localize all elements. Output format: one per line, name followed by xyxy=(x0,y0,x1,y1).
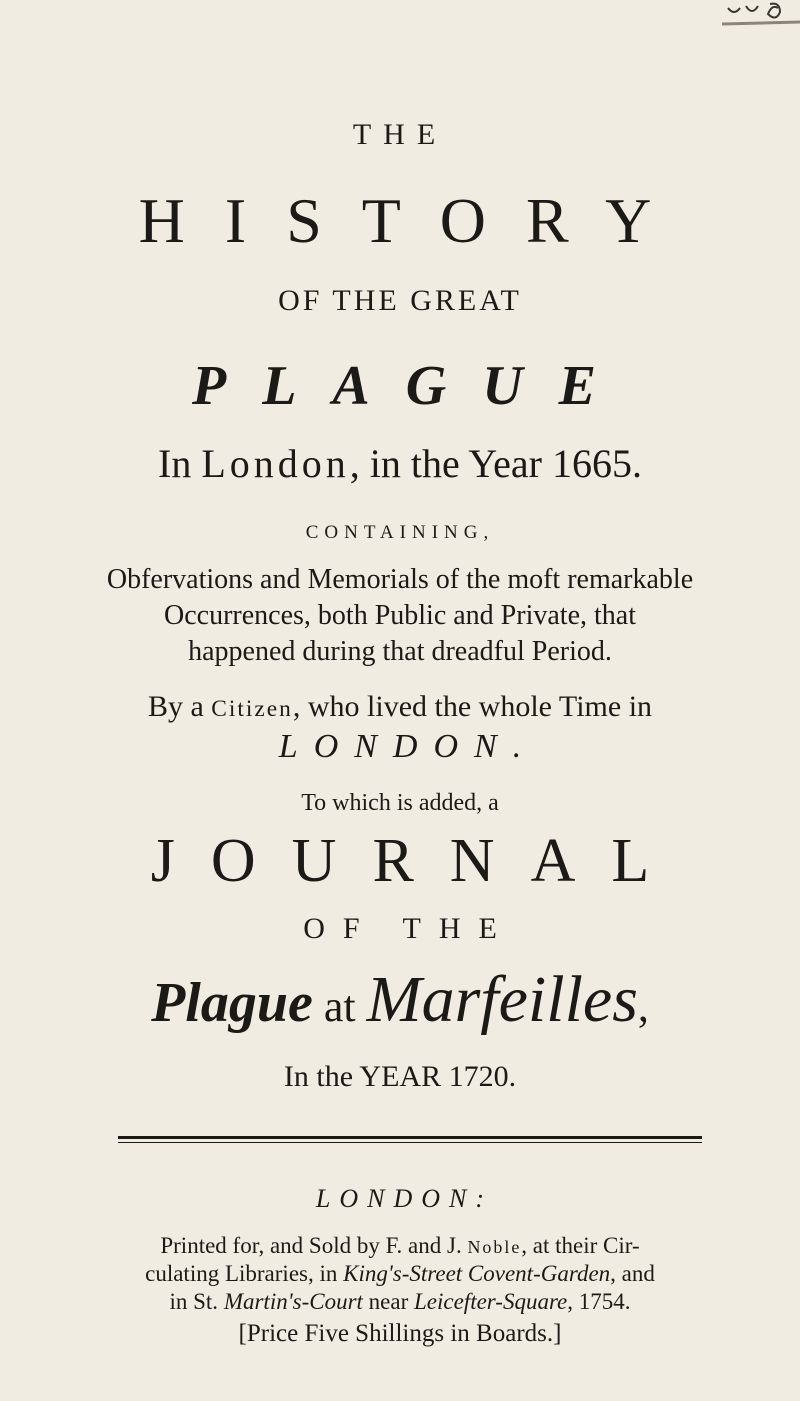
heading-of-the-great: OF THE GREAT xyxy=(278,284,522,317)
marseilles-comma: , xyxy=(637,982,649,1031)
heading-in-london xyxy=(0,440,800,487)
imprint-3b: near xyxy=(362,1289,414,1314)
heading-plague-marseilles xyxy=(0,962,800,1038)
observations-line-3: happened during that dreadful Period. xyxy=(188,636,612,667)
to-which-added: To which is added, a xyxy=(301,790,499,816)
imprint-line-1 xyxy=(0,1232,800,1261)
observations-line-2: Occurrences, both Public and Private, that xyxy=(164,600,636,631)
price-line: [Price Five Shillings in Boards.] xyxy=(238,1320,562,1347)
imprint-2a: culating Libraries, in xyxy=(145,1261,344,1286)
handwritten-mark-icon xyxy=(722,0,800,26)
heading-the: THE xyxy=(352,118,448,151)
containing-label: CONTAINING, xyxy=(305,522,495,543)
observations-line-1: Obfervations and Memorials of the moft remarkable xyxy=(106,564,694,595)
divider-thin xyxy=(118,1142,702,1143)
author-city: LONDON. xyxy=(278,728,538,765)
in-london-city: London xyxy=(201,441,350,486)
heading-journal: JOURNAL xyxy=(150,827,686,895)
divider-thick xyxy=(118,1136,702,1139)
imprint-line-3 xyxy=(0,1288,800,1316)
year-line: In the YEAR 1720. xyxy=(283,1060,517,1093)
imprint-line-2 xyxy=(0,1260,800,1288)
author-prefix: By a xyxy=(147,690,212,723)
imprint-2b: , and xyxy=(610,1261,655,1286)
imprint-1b: , at their Cir- xyxy=(521,1233,640,1258)
heading-of-the: OF THE xyxy=(303,912,515,945)
author-suffix: , who lived the whole Time in xyxy=(292,690,653,723)
author-line xyxy=(0,690,800,724)
imprint-city: LONDON: xyxy=(315,1184,494,1213)
imprint-3a: in St. xyxy=(169,1289,224,1314)
in-london-suffix: , in the Year 1665. xyxy=(349,441,642,486)
imprint-3c: , 1754. xyxy=(567,1289,631,1314)
imprint-court: Martin's-Court xyxy=(223,1289,363,1314)
author-citizen: Citizen xyxy=(211,696,293,722)
imprint-square: Leicefter-Square xyxy=(414,1289,568,1314)
at-word: at xyxy=(312,982,367,1031)
imprint-street: King's-Street Covent-Garden xyxy=(343,1261,611,1286)
marseilles-word: Marfeilles xyxy=(366,963,638,1036)
imprint-noble: Noble xyxy=(467,1237,522,1257)
heading-plague: PLAGUE xyxy=(192,355,632,417)
imprint-1a: Printed for, and Sold by F. and J. xyxy=(160,1233,468,1258)
plague-word: Plague xyxy=(151,972,313,1034)
in-london-prefix: In xyxy=(158,441,202,486)
heading-history: HISTORY xyxy=(138,185,692,256)
